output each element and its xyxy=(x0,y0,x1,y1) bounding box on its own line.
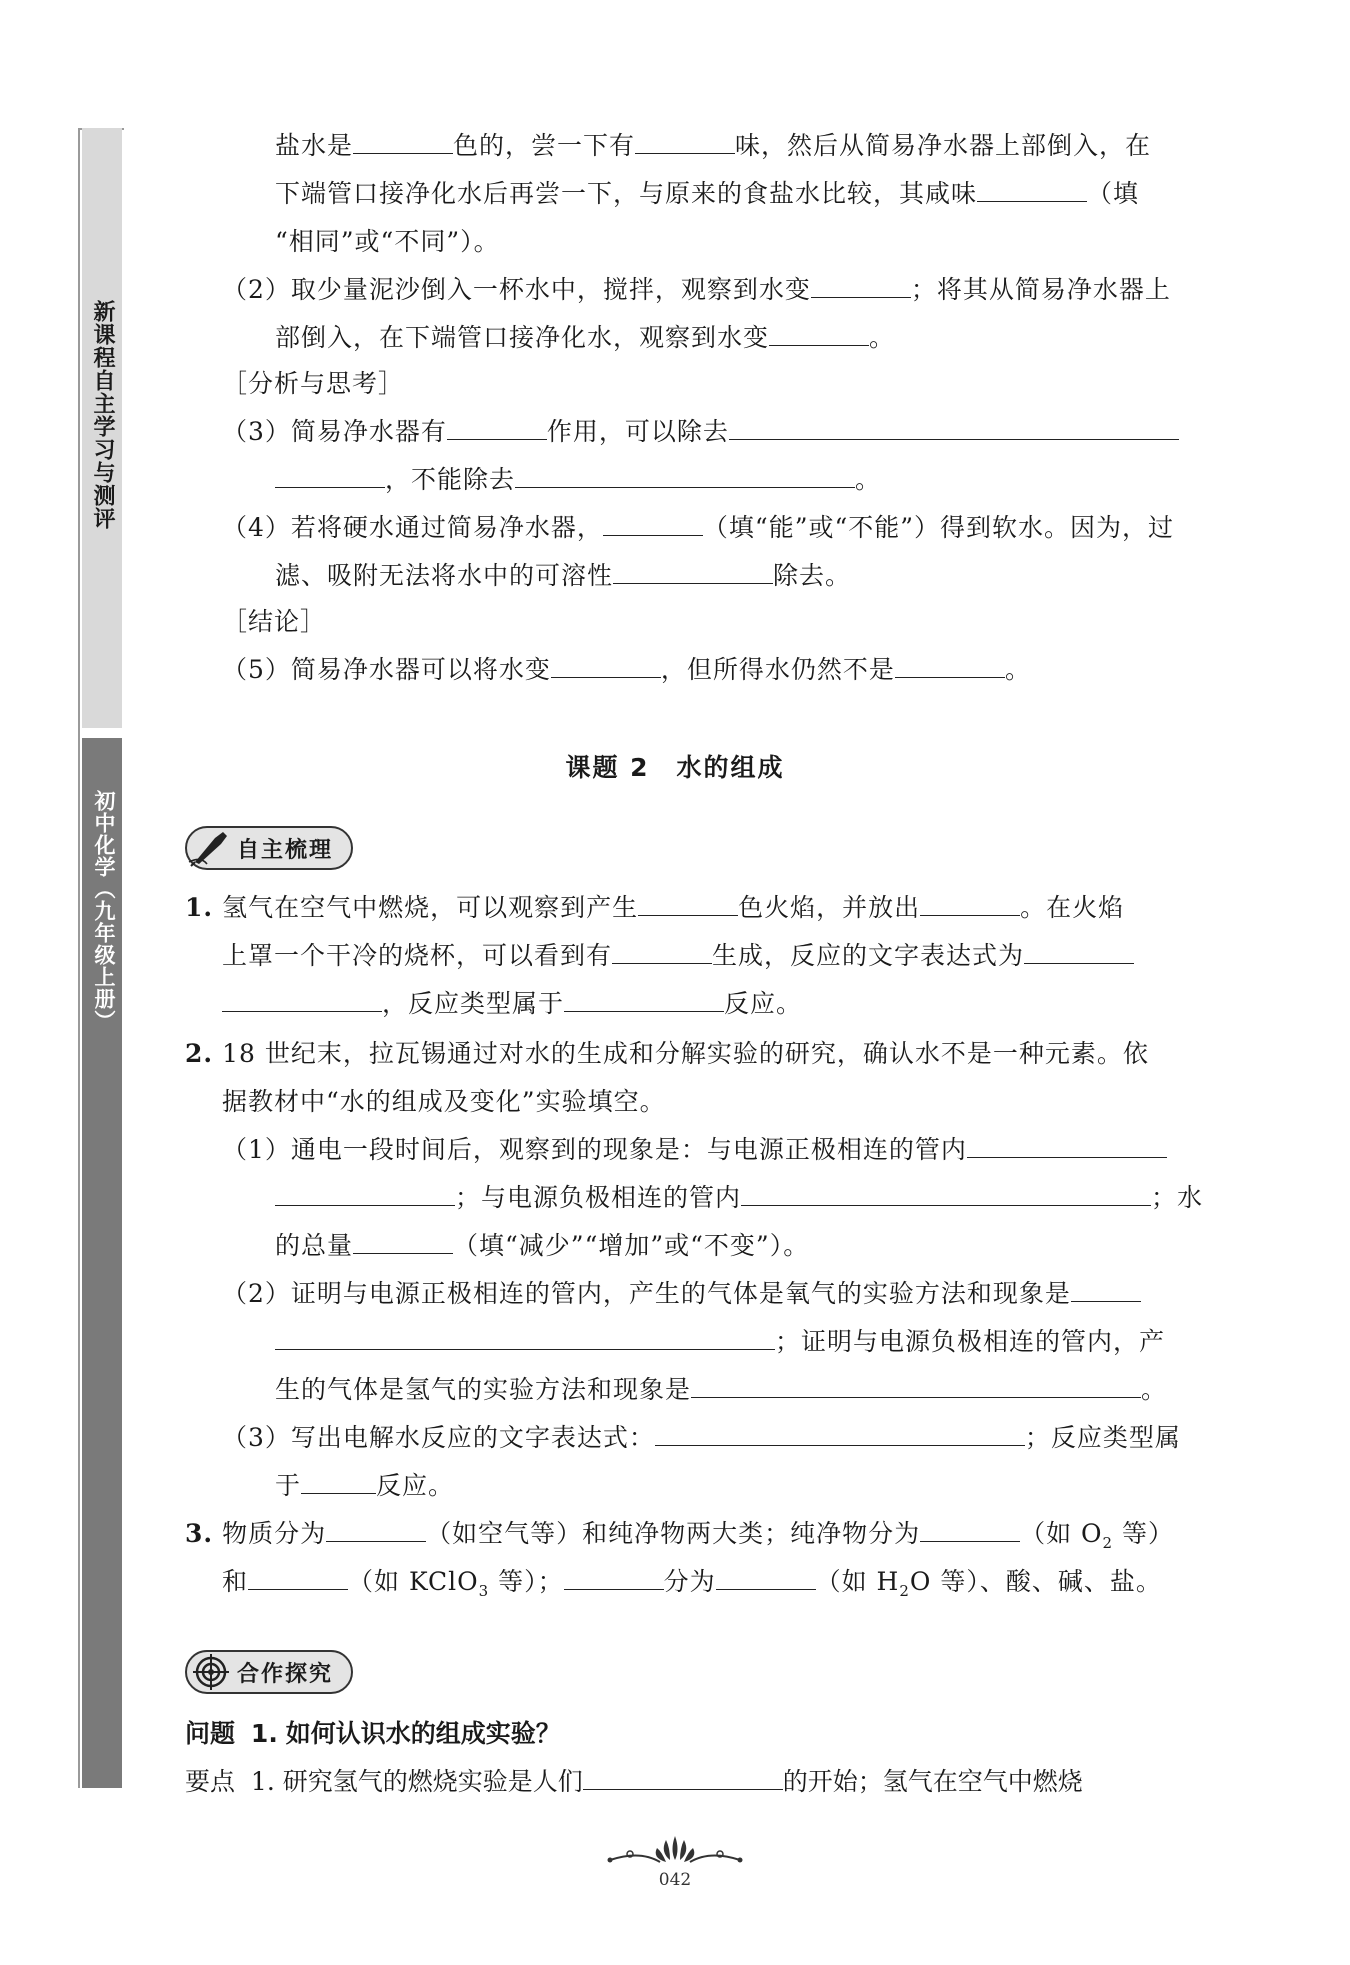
answer-blank[interactable] xyxy=(811,275,911,298)
answer-blank[interactable] xyxy=(729,417,1179,440)
answer-blank[interactable] xyxy=(248,1567,348,1590)
answer-blank[interactable] xyxy=(603,513,703,536)
answer-blank[interactable] xyxy=(326,1519,426,1542)
sub-question-3: （3）写出电解水反应的文字表达式： ；反应类型属 xyxy=(222,1423,1181,1452)
crosshair-target-icon xyxy=(187,1652,237,1692)
answer-blank[interactable] xyxy=(613,561,773,584)
text-line: 上罩一个干冷的烧杯，可以看到有 生成，反应的文字表达式为 xyxy=(222,938,1134,974)
answer-blank[interactable] xyxy=(583,1767,783,1790)
answer-blank[interactable] xyxy=(716,1567,816,1590)
sub-question-1: （1）通电一段时间后，观察到的现象是：与电源正极相连的管内 xyxy=(222,1132,1167,1168)
answer-blank[interactable] xyxy=(447,417,547,440)
answer-blank[interactable] xyxy=(275,1327,775,1350)
conclusion-label: ［结论］ xyxy=(222,607,327,636)
leaf-ornament-icon xyxy=(600,1830,750,1870)
answer-blank[interactable] xyxy=(638,893,738,916)
pen-nib-icon xyxy=(187,828,237,868)
answer-blank[interactable] xyxy=(920,1519,1020,1542)
answer-blank[interactable] xyxy=(564,989,724,1012)
answer-blank[interactable] xyxy=(741,1183,1151,1206)
page-number: 042 xyxy=(658,1870,692,1890)
answer-blank[interactable] xyxy=(769,323,869,346)
item-2: 2. 18 世纪末，拉瓦锡通过对水的生成和分解实验的研究，确认水不是一种元素。依 xyxy=(185,1039,1149,1068)
answer-blank[interactable] xyxy=(275,465,385,488)
section-badge-self-study xyxy=(185,826,353,870)
item-3: 3. 物质分为 （如空气等）和纯净物两大类；纯净物分为 （如 $O_2$ 等） xyxy=(185,1519,1175,1552)
text-line: 下端管口接净化水后再尝一下，与原来的食盐水比较，其咸味 （填 xyxy=(275,179,1140,208)
answer-blank[interactable] xyxy=(612,941,712,964)
item-1: 1. 氢气在空气中燃烧，可以观察到产生 色火焰，并放出 。在火焰 xyxy=(185,893,1125,922)
answer-blank[interactable] xyxy=(515,465,855,488)
text-line: 和 （如 KClO$_3$ 等）； 分为 （如 $H_2O$ 等）、酸、碱、盐。 xyxy=(222,1567,1162,1600)
answer-blank[interactable] xyxy=(353,131,453,154)
text-line: 于 反应。 xyxy=(275,1471,455,1500)
answer-blank[interactable] xyxy=(655,1423,1025,1446)
text-line: ；证明与电源负极相连的管内，产 xyxy=(275,1324,1165,1360)
answer-blank[interactable] xyxy=(275,1183,455,1206)
sub-question-2: （2）证明与电源正极相连的管内，产生的气体是氧气的实验方法和现象是 xyxy=(222,1276,1141,1312)
sidebar-rule xyxy=(78,128,80,1788)
text-line: 生的气体是氢气的实验方法和现象是 。 xyxy=(275,1375,1168,1404)
text-line: 盐水是 色的，尝一下有 味，然后从简易净水器上部倒入，在 xyxy=(275,131,1152,160)
key-point-1: 要点 1. 研究氢气的燃烧实验是人们 的开始；氢气在空气中燃烧 xyxy=(185,1767,1083,1796)
text-line: 滤、吸附无法将水中的可溶性 除去。 xyxy=(275,561,852,590)
answer-blank[interactable] xyxy=(301,1471,376,1494)
text-line: 部倒入，在下端管口接净化水，观察到水变 。 xyxy=(275,323,896,352)
question-2: （2）取少量泥沙倒入一杯水中，搅拌，观察到水变 ；将其从简易净水器上 xyxy=(222,275,1171,304)
series-title: 新课程自主学习与测评 xyxy=(90,300,115,530)
answer-blank[interactable] xyxy=(353,1231,453,1254)
question-3: （3）简易净水器有 作用，可以除去 xyxy=(222,414,1179,450)
answer-blank[interactable] xyxy=(977,179,1087,202)
text-line: ；与电源负极相连的管内 ；水 xyxy=(275,1180,1203,1216)
badge-label: 自主梳理 xyxy=(237,837,334,863)
answer-blank[interactable] xyxy=(551,655,661,678)
badge-label: 合作探究 xyxy=(237,1661,334,1687)
analysis-label: ［分析与思考］ xyxy=(222,369,405,398)
text-line: ，不能除去 。 xyxy=(275,462,881,498)
book-title: 初中化学（九年级上册） xyxy=(92,790,116,1032)
answer-blank[interactable] xyxy=(564,1567,664,1590)
question-5: （5）简易净水器可以将水变 ，但所得水仍然不是 。 xyxy=(222,655,1031,684)
answer-blank[interactable] xyxy=(967,1135,1167,1158)
answer-blank[interactable] xyxy=(920,893,1020,916)
section-badge-cooperative xyxy=(185,1650,353,1694)
answer-blank[interactable] xyxy=(635,131,735,154)
answer-blank[interactable] xyxy=(1024,941,1134,964)
problem-1: 问题 1. 如何认识水的组成实验？ xyxy=(185,1719,561,1748)
answer-blank[interactable] xyxy=(691,1375,1141,1398)
answer-blank[interactable] xyxy=(222,989,382,1012)
text-line: “相同”或“不同”）。 xyxy=(275,227,500,256)
text-line: 据教材中“水的组成及变化”实验填空。 xyxy=(222,1087,666,1116)
answer-blank[interactable] xyxy=(1071,1279,1141,1302)
text-line: 的总量 （填“减少”“增加”或“不变”）。 xyxy=(275,1231,810,1260)
question-4: （4）若将硬水通过简易净水器， （填“能”或“不能”）得到软水。因为，过 xyxy=(222,513,1175,542)
section-heading: 课题 2 水的组成 xyxy=(565,753,785,782)
text-line: ，反应类型属于 反应。 xyxy=(222,986,802,1022)
answer-blank[interactable] xyxy=(895,655,1005,678)
